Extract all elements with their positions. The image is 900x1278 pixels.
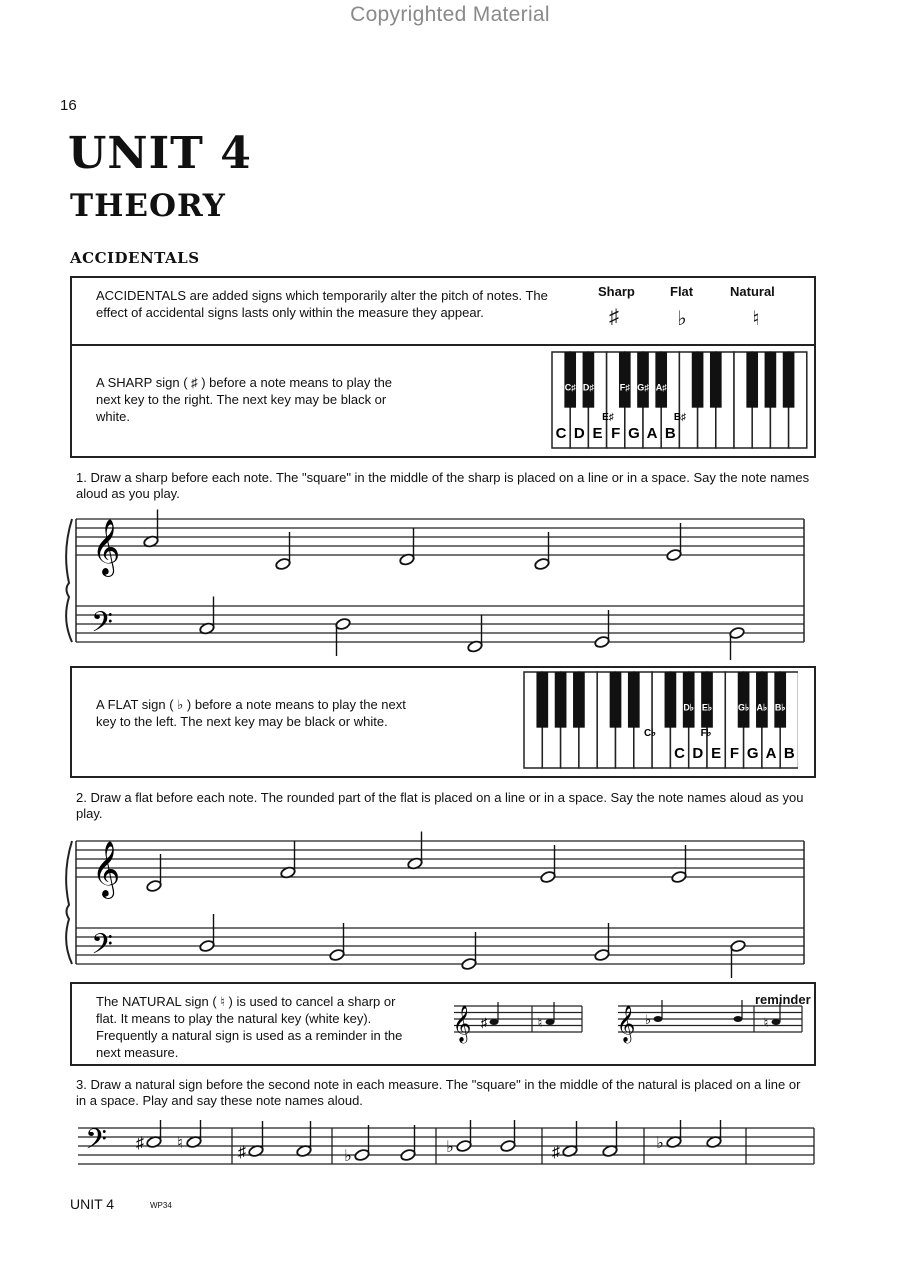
black-key: [619, 352, 631, 408]
black-key: [683, 672, 695, 728]
bass-note: [199, 939, 215, 952]
footer-unit: UNIT 4: [70, 1196, 115, 1212]
bass-clef-icon: 𝄢: [91, 607, 113, 645]
black-key-label: D♯: [582, 382, 594, 393]
black-key: [774, 672, 786, 728]
reminder-label: reminder: [755, 992, 811, 1007]
treble-note: [534, 557, 550, 570]
exercise-2-grand-staff: [62, 822, 822, 982]
natural-label: Natural: [730, 284, 775, 299]
bass-note: [335, 617, 351, 630]
example-note: [490, 1019, 499, 1025]
bass-clef-icon: 𝄢: [85, 1124, 107, 1162]
flat-definition-box: [70, 666, 816, 778]
white-key-label: F: [611, 425, 621, 442]
example-note: [546, 1019, 555, 1025]
black-key-label: D♭: [683, 702, 695, 713]
black-key-label: G♯: [637, 382, 649, 393]
black-key-label: F♯: [619, 382, 630, 393]
section-title: THEORY: [70, 188, 226, 224]
black-key-label: G♭: [737, 702, 750, 713]
enharmonic-label: B♯: [673, 412, 687, 423]
exercise-3-accidental: ♯: [238, 1144, 246, 1161]
example-treble-clef-icon: 𝄞: [616, 1005, 636, 1041]
exercise-3-note: [456, 1139, 472, 1152]
exercise-3-accidental: ♭: [344, 1148, 352, 1165]
brace: [66, 841, 72, 964]
example-treble-clef-icon: 𝄞: [452, 1005, 472, 1041]
enharmonic-label: F♭: [700, 728, 712, 739]
bass-note: [329, 948, 345, 961]
white-key-label: C: [674, 745, 685, 762]
natural-example-staff: [432, 1000, 810, 1060]
black-key: [637, 352, 649, 408]
exercise-3-note: [500, 1139, 516, 1152]
enharmonic-label: E♯: [602, 412, 614, 423]
white-key-label: D: [692, 745, 704, 762]
bass-note: [730, 939, 746, 952]
enharmonic-label: C♭: [644, 728, 656, 739]
white-key-label: B: [783, 745, 795, 762]
treble-note: [146, 879, 162, 892]
white-key-label: E: [592, 425, 603, 442]
treble-note: [275, 557, 291, 570]
unit-title: UNIT 4: [68, 128, 252, 179]
black-key: [655, 352, 667, 408]
exercise-3-note: [400, 1148, 416, 1161]
white-key-label: B: [664, 425, 676, 442]
black-key-label: E♭: [701, 702, 713, 713]
black-key: [536, 672, 548, 728]
exercise-3-accidental: ♭: [656, 1135, 664, 1152]
example-accidental: ♮: [537, 1015, 543, 1030]
sharp-definition-text: A SHARP sign ( ♯ ) before a note means to play the next key to the right. The next key may be black or white.: [96, 375, 393, 424]
bass-note: [594, 635, 610, 648]
black-key: [738, 672, 750, 728]
sharp-label: Sharp: [598, 284, 635, 299]
black-key: [783, 352, 795, 408]
exercise-3-bass-staff: [70, 1120, 820, 1180]
exercise-3-note: [354, 1148, 370, 1161]
accidentals-definition-box: [70, 276, 816, 458]
natural-definition-text: The NATURAL sign ( ♮ ) is used to cancel a sharp or flat. It means to play the natural key (white key). Frequently a natural sign is used as a reminder in the next measure.: [96, 994, 403, 1060]
flat-definition-text: A FLAT sign ( ♭ ) before a note means to play the next key to the left. The next key may be black or white.: [96, 697, 406, 729]
bass-note: [729, 626, 745, 639]
white-key-label: E: [711, 745, 722, 762]
exercise-3-accidental: ♯: [552, 1144, 560, 1161]
example-note: [734, 1016, 743, 1022]
page-number: 16: [60, 97, 77, 114]
example-note: [772, 1019, 781, 1025]
topic-heading: ACCIDENTALS: [70, 249, 200, 267]
natural-definition-box: [70, 982, 816, 1066]
example-accidental: ♮: [763, 1015, 769, 1030]
bass-clef-icon: 𝄢: [91, 929, 113, 967]
black-key: [756, 672, 768, 728]
bass-note: [461, 957, 477, 970]
flat-label: Flat: [670, 284, 694, 299]
white-key-label: D: [573, 425, 585, 442]
accidentals-definition-text: ACCIDENTALS are added signs which temporarily alter the pitch of notes. The effect of accidental signs lasts only within the measure they appear.: [96, 288, 548, 320]
example-accidental: ♯: [480, 1015, 488, 1030]
black-key: [701, 672, 713, 728]
exercise-3-accidental: ♯: [136, 1135, 144, 1152]
natural-symbol: ♮: [752, 308, 760, 330]
black-key-label: B♭: [774, 702, 786, 713]
bass-note: [594, 948, 610, 961]
flat-keyboard-diagram: [522, 670, 798, 772]
treble-note: [671, 870, 687, 883]
exercise-1-instruction: 1. Draw a sharp before each note. The "square" in the middle of the sharp is placed on a line or in a space. Say the note names aloud as you play.: [76, 470, 810, 501]
black-key-label: C♯: [564, 382, 576, 393]
black-key: [610, 672, 622, 728]
example-accidental: ♭: [644, 1012, 652, 1027]
white-key-label: G: [628, 425, 640, 442]
black-key: [583, 352, 595, 408]
black-key: [746, 352, 758, 408]
black-key: [710, 352, 722, 408]
white-key-label: G: [746, 745, 759, 762]
black-key: [555, 672, 567, 728]
footer-code: WP34: [150, 1201, 172, 1210]
exercise-3-instruction: 3. Draw a natural sign before the second note in each measure. The "square" in the middle of the natural is placed on a line or in a space. Play and say these note names aloud.: [76, 1077, 801, 1108]
copyright-watermark: Copyrighted Material: [350, 3, 550, 26]
black-key: [628, 672, 640, 728]
exercise-1-grand-staff: [62, 500, 822, 660]
white-key-label: A: [765, 745, 777, 762]
sharp-symbol: ♯: [609, 306, 619, 328]
exercise-3-accidental: ♮: [177, 1135, 183, 1152]
treble-note: [540, 870, 556, 883]
brace: [66, 519, 72, 642]
black-key: [765, 352, 777, 408]
black-key: [665, 672, 677, 728]
white-key-label: C: [555, 425, 567, 442]
black-key: [573, 672, 585, 728]
black-key: [564, 352, 576, 408]
treble-note: [666, 548, 682, 561]
black-key-label: A♯: [655, 382, 667, 393]
sharp-keyboard-diagram: [550, 350, 808, 452]
flat-symbol: ♭: [677, 308, 687, 330]
black-key: [692, 352, 704, 408]
white-key-label: A: [646, 425, 658, 442]
black-key-label: A♭: [756, 702, 768, 713]
exercise-2-instruction: 2. Draw a flat before each note. The rounded part of the flat is placed on a line or in a space. Say the note names aloud as you play.: [76, 790, 804, 821]
example-note: [654, 1016, 663, 1022]
exercise-3-accidental: ♭: [446, 1139, 454, 1156]
white-key-label: F: [729, 745, 740, 762]
treble-clef-icon: 𝄞: [91, 843, 121, 896]
treble-clef-icon: 𝄞: [91, 521, 121, 574]
